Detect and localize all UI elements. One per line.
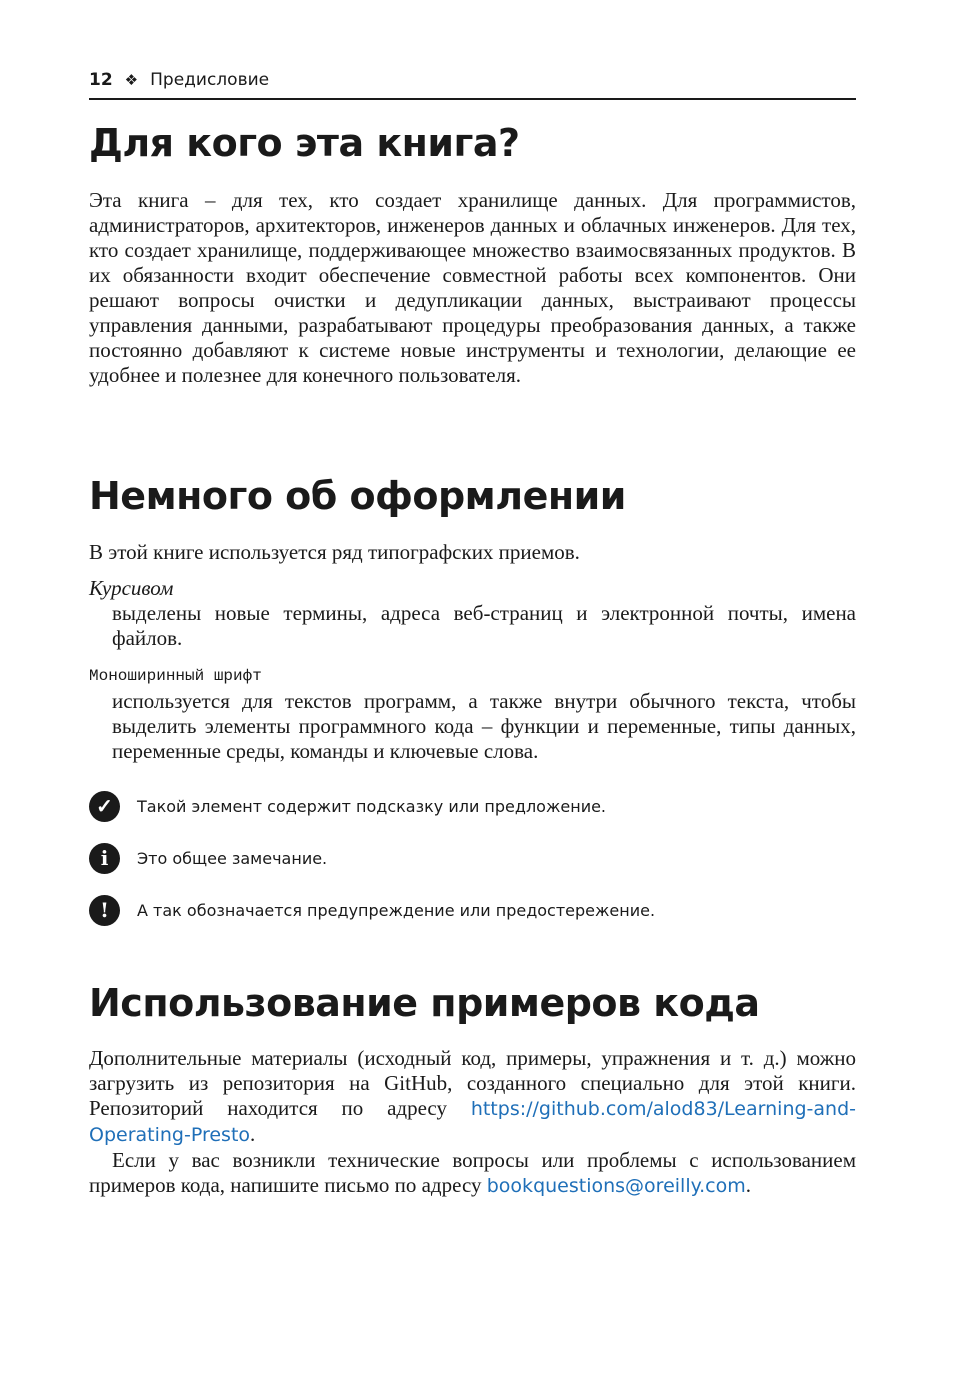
note-warning xyxy=(89,894,856,926)
text: Дополнительные материалы (исходный код, примеры, упражнения и т. д.) можно загрузить из репозитория на GitHub, созданного специально для этой книги. Репозиторий находится по адресу xyxy=(89,1046,856,1120)
term-definition: выделены новые термины, адреса веб-страниц и электронной почты, имена файлов. xyxy=(112,601,856,650)
warning-circle-icon: ! xyxy=(89,895,120,926)
note-text: Это общее замечание. xyxy=(137,848,328,868)
note-text: Такой элемент содержит подсказку или предложение. xyxy=(137,796,607,816)
github-repo-link[interactable]: https://github.com/alod83/Learning-and-Operating-Presto xyxy=(89,1098,856,1146)
info-circle-icon: i xyxy=(89,843,120,874)
conventions-intro: В этой книге используется ряд типографских приемов. xyxy=(89,540,580,564)
page-number: 12 xyxy=(89,70,113,90)
paragraph-contact xyxy=(89,1148,856,1199)
section-name: Предисловие xyxy=(150,70,270,90)
heading-audience: Для кого эта книга? xyxy=(89,121,520,165)
text: . xyxy=(250,1122,256,1146)
heading-code-examples: Использование примеров кода xyxy=(89,981,760,1025)
running-header xyxy=(89,70,856,100)
check-circle-icon: ✓ xyxy=(89,791,120,822)
term-monospace xyxy=(89,664,856,764)
paragraph-audience: Эта книга – для тех, кто создает хранилище данных. Для программистов, администраторов, архитекторов, инженеров данных и облачных инженеров. Для тех, кто создает хранилище, поддерживающее множество взаимосвязанных продуктов. В их обязанности входит обеспечение совместной работы всех компонентов. Они решают вопросы очистки и дедупликации данных, выстраивают процессы управления данными, разрабатывают процедуры преобразования данных, а также постоянно добавляют к системе новые инструменты и технологии, делающие ее удобнее и полезнее для конечного пользователя. xyxy=(89,188,856,387)
note-general xyxy=(89,842,856,874)
text: Если у вас возникли технические вопросы или проблемы с использованием примеров кода, напишите письмо по адресу xyxy=(89,1148,856,1197)
note-tip xyxy=(89,790,856,822)
ornament-icon: ❖ xyxy=(124,71,139,89)
note-text: А так обозначается предупреждение или предостережение. xyxy=(137,900,656,920)
code-examples-body xyxy=(89,1046,856,1199)
term-label: Курсивом xyxy=(89,576,174,600)
heading-conventions: Немного об оформлении xyxy=(89,474,626,518)
text: . xyxy=(745,1173,751,1197)
email-link[interactable]: bookquestions@oreilly.com xyxy=(486,1175,746,1197)
term-definition: используется для текстов программ, а также внутри обычного текста, чтобы выделить элементы программного кода – функции и переменные, типы данных, переменные среды, команды и ключевые слова. xyxy=(112,689,856,763)
term-label: Моноширинный шрифт xyxy=(89,667,262,685)
term-italic xyxy=(89,576,856,651)
paragraph-repo xyxy=(89,1046,856,1148)
